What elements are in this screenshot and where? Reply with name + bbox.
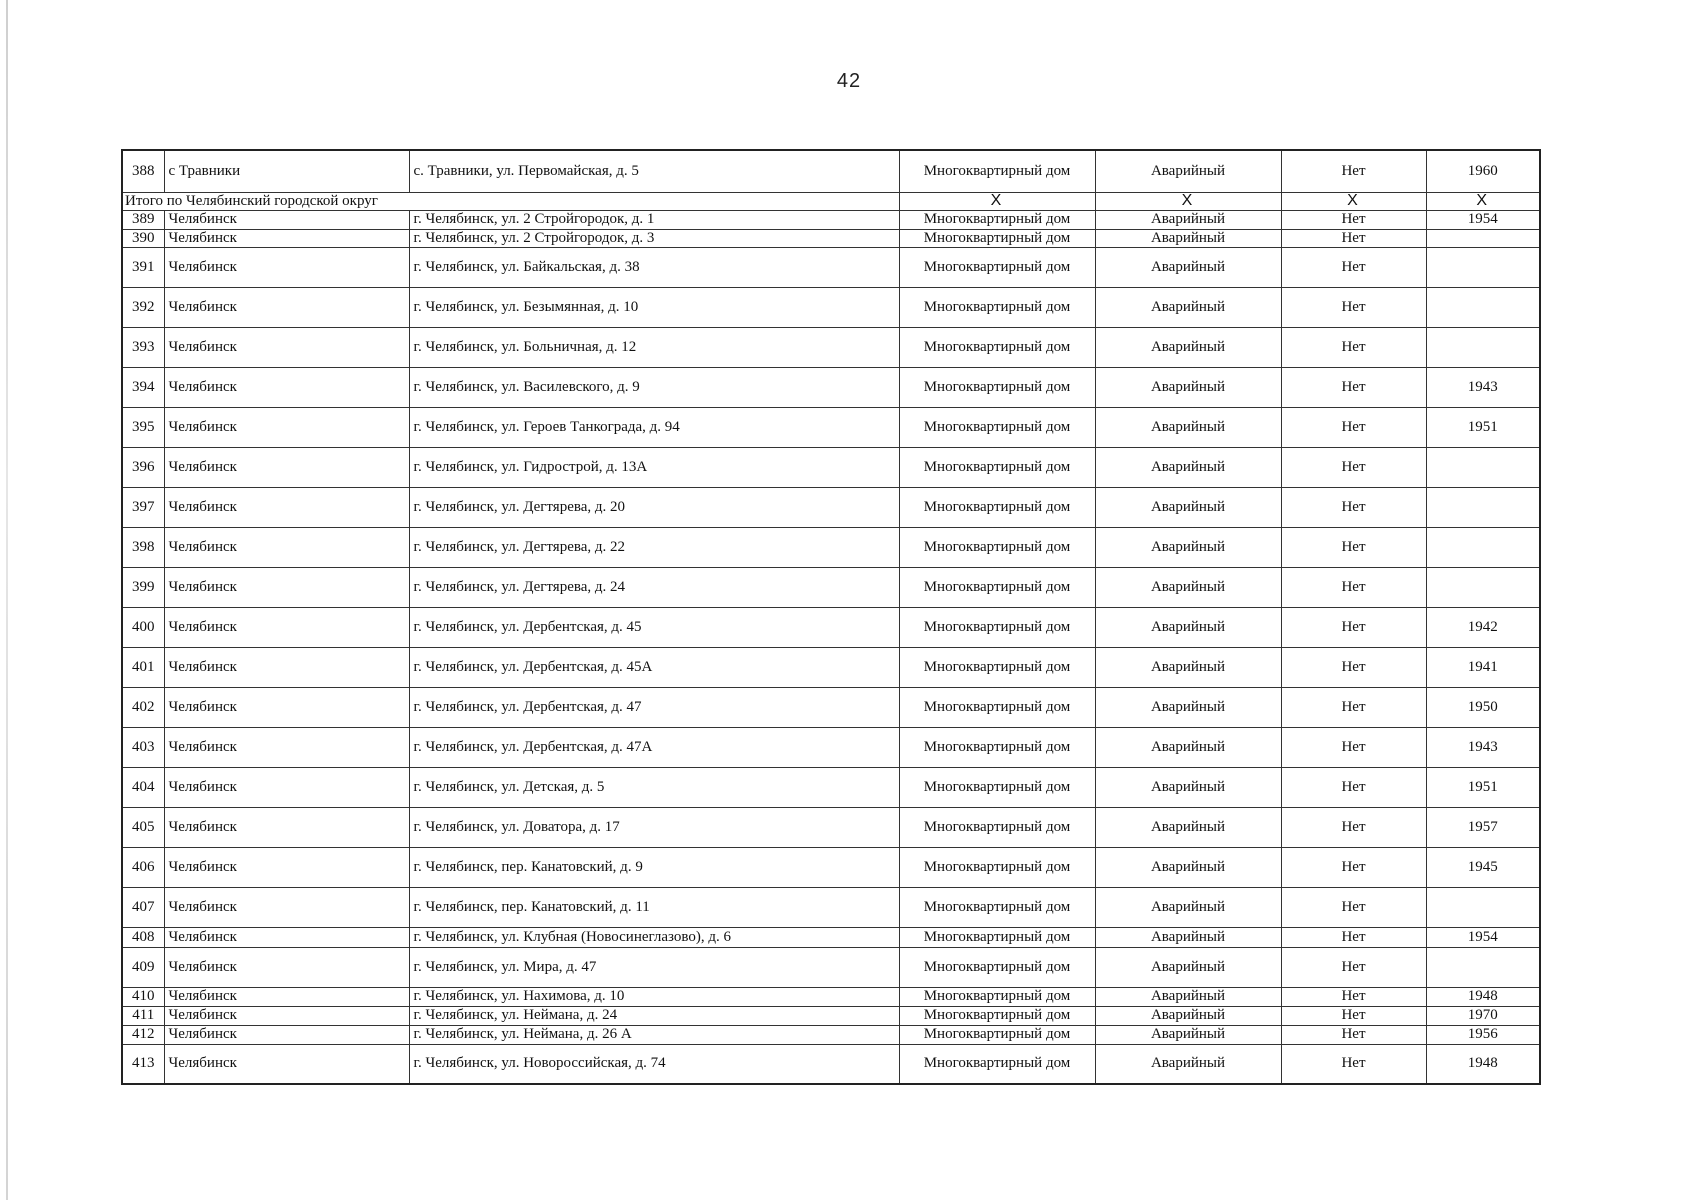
flag-cell: Нет [1281, 607, 1426, 647]
row-number: 410 [122, 987, 164, 1006]
year-cell: 1957 [1426, 807, 1540, 847]
territory-cell: Челябинск [164, 527, 409, 567]
condition-cell: Аварийный [1095, 229, 1281, 247]
address-cell: г. Челябинск, ул. Дегтярева, д. 20 [409, 487, 899, 527]
flag-cell: Нет [1281, 1025, 1426, 1044]
address-cell: г. Челябинск, ул. Новороссийская, д. 74 [409, 1044, 899, 1084]
table-row [122, 927, 1540, 947]
table-row [122, 447, 1540, 487]
territory-cell: Челябинск [164, 1025, 409, 1044]
territory-cell: Челябинск [164, 647, 409, 687]
condition-cell: Аварийный [1095, 647, 1281, 687]
flag-cell: Нет [1281, 229, 1426, 247]
year-cell: 1954 [1426, 927, 1540, 947]
row-number: 388 [122, 150, 164, 192]
table-row [122, 807, 1540, 847]
year-cell [1426, 447, 1540, 487]
address-cell: г. Челябинск, ул. Доватора, д. 17 [409, 807, 899, 847]
flag-cell: Нет [1281, 647, 1426, 687]
row-number: 392 [122, 287, 164, 327]
territory-cell: Челябинск [164, 210, 409, 229]
table-row [122, 947, 1540, 987]
flag-cell: Нет [1281, 887, 1426, 927]
year-cell: 1956 [1426, 1025, 1540, 1044]
condition-cell: Аварийный [1095, 1025, 1281, 1044]
row-number: 400 [122, 607, 164, 647]
row-number: 413 [122, 1044, 164, 1084]
territory-cell: Челябинск [164, 229, 409, 247]
table-row [122, 487, 1540, 527]
table-row [122, 407, 1540, 447]
building-type-cell: Многоквартирный дом [899, 1006, 1095, 1025]
year-cell [1426, 947, 1540, 987]
flag-cell: Нет [1281, 807, 1426, 847]
table-row [122, 607, 1540, 647]
condition-cell: Аварийный [1095, 1044, 1281, 1084]
address-cell: г. Челябинск, ул. Нахимова, д. 10 [409, 987, 899, 1006]
address-cell: г. Челябинск, ул. 2 Стройгородок, д. 1 [409, 210, 899, 229]
condition-cell: Аварийный [1095, 527, 1281, 567]
address-cell: г. Челябинск, ул. Неймана, д. 24 [409, 1006, 899, 1025]
flag-cell: Нет [1281, 210, 1426, 229]
table-row [122, 1006, 1540, 1025]
territory-cell: Челябинск [164, 807, 409, 847]
building-type-cell: Многоквартирный дом [899, 947, 1095, 987]
flag-cell: Нет [1281, 527, 1426, 567]
territory-cell: Челябинск [164, 767, 409, 807]
building-type-cell: Многоквартирный дом [899, 687, 1095, 727]
address-cell: г. Челябинск, ул. Василевского, д. 9 [409, 367, 899, 407]
building-type-cell: Многоквартирный дом [899, 987, 1095, 1006]
row-number: 408 [122, 927, 164, 947]
row-number: 393 [122, 327, 164, 367]
table-row [122, 210, 1540, 229]
table-body [122, 150, 1540, 1084]
territory-cell: с Травники [164, 150, 409, 192]
year-cell: 1951 [1426, 407, 1540, 447]
year-cell: 1941 [1426, 647, 1540, 687]
flag-cell: Нет [1281, 767, 1426, 807]
year-cell: 1950 [1426, 687, 1540, 727]
address-cell: г. Челябинск, ул. 2 Стройгородок, д. 3 [409, 229, 899, 247]
flag-cell: Нет [1281, 327, 1426, 367]
building-type-cell: Многоквартирный дом [899, 150, 1095, 192]
flag-cell: Нет [1281, 727, 1426, 767]
condition-cell: Аварийный [1095, 287, 1281, 327]
building-type-cell: Многоквартирный дом [899, 1044, 1095, 1084]
table-row [122, 987, 1540, 1006]
territory-cell: Челябинск [164, 687, 409, 727]
building-type-cell: Многоквартирный дом [899, 807, 1095, 847]
housing-register-table [121, 149, 1541, 1085]
year-cell: 1942 [1426, 607, 1540, 647]
year-cell [1426, 527, 1540, 567]
building-type-cell: Многоквартирный дом [899, 210, 1095, 229]
territory-cell: Челябинск [164, 327, 409, 367]
flag-cell: Нет [1281, 287, 1426, 327]
condition-cell: Аварийный [1095, 150, 1281, 192]
building-type-cell: Многоквартирный дом [899, 407, 1095, 447]
address-cell: г. Челябинск, ул. Героев Танкограда, д. 94 [409, 407, 899, 447]
table-row [122, 687, 1540, 727]
flag-cell: Нет [1281, 687, 1426, 727]
row-number: 401 [122, 647, 164, 687]
table-row [122, 527, 1540, 567]
territory-cell: Челябинск [164, 927, 409, 947]
total-x-year: X [1426, 192, 1540, 210]
row-number: 398 [122, 527, 164, 567]
flag-cell: Нет [1281, 847, 1426, 887]
condition-cell: Аварийный [1095, 407, 1281, 447]
table-row [122, 767, 1540, 807]
table-row [122, 847, 1540, 887]
building-type-cell: Многоквартирный дом [899, 367, 1095, 407]
territory-cell: Челябинск [164, 407, 409, 447]
territory-cell: Челябинск [164, 247, 409, 287]
territory-cell: Челябинск [164, 1006, 409, 1025]
building-type-cell: Многоквартирный дом [899, 327, 1095, 367]
condition-cell: Аварийный [1095, 807, 1281, 847]
total-x-type: X [899, 192, 1095, 210]
condition-cell: Аварийный [1095, 727, 1281, 767]
building-type-cell: Многоквартирный дом [899, 647, 1095, 687]
territory-cell: Челябинск [164, 987, 409, 1006]
row-number: 403 [122, 727, 164, 767]
building-type-cell: Многоквартирный дом [899, 1025, 1095, 1044]
condition-cell: Аварийный [1095, 487, 1281, 527]
address-cell: г. Челябинск, ул. Детская, д. 5 [409, 767, 899, 807]
flag-cell: Нет [1281, 567, 1426, 607]
territory-cell: Челябинск [164, 567, 409, 607]
row-number: 405 [122, 807, 164, 847]
territory-cell: Челябинск [164, 487, 409, 527]
condition-cell: Аварийный [1095, 447, 1281, 487]
building-type-cell: Многоквартирный дом [899, 607, 1095, 647]
building-type-cell: Многоквартирный дом [899, 487, 1095, 527]
flag-cell: Нет [1281, 487, 1426, 527]
row-number: 406 [122, 847, 164, 887]
address-cell: г. Челябинск, ул. Клубная (Новосинеглазово), д. 6 [409, 927, 899, 947]
flag-cell: Нет [1281, 247, 1426, 287]
building-type-cell: Многоквартирный дом [899, 567, 1095, 607]
table-row [122, 647, 1540, 687]
address-cell: г. Челябинск, ул. Дербентская, д. 45 [409, 607, 899, 647]
year-cell: 1943 [1426, 367, 1540, 407]
table-row [122, 327, 1540, 367]
table-row [122, 1044, 1540, 1084]
condition-cell: Аварийный [1095, 947, 1281, 987]
condition-cell: Аварийный [1095, 247, 1281, 287]
address-cell: г. Челябинск, пер. Канатовский, д. 9 [409, 847, 899, 887]
year-cell [1426, 887, 1540, 927]
flag-cell: Нет [1281, 987, 1426, 1006]
building-type-cell: Многоквартирный дом [899, 887, 1095, 927]
table-row [122, 727, 1540, 767]
row-number: 407 [122, 887, 164, 927]
flag-cell: Нет [1281, 367, 1426, 407]
territory-cell: Челябинск [164, 287, 409, 327]
address-cell: г. Челябинск, пер. Канатовский, д. 11 [409, 887, 899, 927]
row-number: 396 [122, 447, 164, 487]
territory-cell: Челябинск [164, 847, 409, 887]
address-cell: г. Челябинск, ул. Мира, д. 47 [409, 947, 899, 987]
address-cell: г. Челябинск, ул. Безымянная, д. 10 [409, 287, 899, 327]
table-row [122, 1025, 1540, 1044]
building-type-cell: Многоквартирный дом [899, 247, 1095, 287]
address-cell: г. Челябинск, ул. Дербентская, д. 45А [409, 647, 899, 687]
year-cell [1426, 287, 1540, 327]
table-row [122, 229, 1540, 247]
flag-cell: Нет [1281, 1044, 1426, 1084]
building-type-cell: Многоквартирный дом [899, 527, 1095, 567]
address-cell: г. Челябинск, ул. Дербентская, д. 47А [409, 727, 899, 767]
row-number: 397 [122, 487, 164, 527]
row-number: 412 [122, 1025, 164, 1044]
year-cell: 1951 [1426, 767, 1540, 807]
table-row [122, 287, 1540, 327]
condition-cell: Аварийный [1095, 327, 1281, 367]
total-x-flag: X [1281, 192, 1426, 210]
year-cell [1426, 229, 1540, 247]
row-number: 394 [122, 367, 164, 407]
address-cell: г. Челябинск, ул. Дегтярева, д. 24 [409, 567, 899, 607]
condition-cell: Аварийный [1095, 367, 1281, 407]
building-type-cell: Многоквартирный дом [899, 727, 1095, 767]
row-number: 399 [122, 567, 164, 607]
flag-cell: Нет [1281, 927, 1426, 947]
year-cell [1426, 327, 1540, 367]
row-number: 404 [122, 767, 164, 807]
address-cell: г. Челябинск, ул. Гидрострой, д. 13А [409, 447, 899, 487]
scan-edge-line [6, 0, 8, 1200]
total-label: Итого по Челябинский городской округ [122, 192, 899, 210]
condition-cell: Аварийный [1095, 927, 1281, 947]
flag-cell: Нет [1281, 1006, 1426, 1025]
address-cell: г. Челябинск, ул. Больничная, д. 12 [409, 327, 899, 367]
condition-cell: Аварийный [1095, 567, 1281, 607]
condition-cell: Аварийный [1095, 767, 1281, 807]
building-type-cell: Многоквартирный дом [899, 767, 1095, 807]
address-cell: с. Травники, ул. Первомайская, д. 5 [409, 150, 899, 192]
flag-cell: Нет [1281, 150, 1426, 192]
building-type-cell: Многоквартирный дом [899, 287, 1095, 327]
territory-cell: Челябинск [164, 887, 409, 927]
table-row [122, 367, 1540, 407]
table-row [122, 150, 1540, 192]
flag-cell: Нет [1281, 947, 1426, 987]
row-number: 389 [122, 210, 164, 229]
condition-cell: Аварийный [1095, 687, 1281, 727]
year-cell: 1945 [1426, 847, 1540, 887]
row-number: 409 [122, 947, 164, 987]
row-number: 411 [122, 1006, 164, 1025]
total-x-status: X [1095, 192, 1281, 210]
flag-cell: Нет [1281, 407, 1426, 447]
territory-cell: Челябинск [164, 1044, 409, 1084]
row-number: 391 [122, 247, 164, 287]
condition-cell: Аварийный [1095, 1006, 1281, 1025]
year-cell [1426, 487, 1540, 527]
territory-cell: Челябинск [164, 607, 409, 647]
territory-cell: Челябинск [164, 727, 409, 767]
year-cell [1426, 247, 1540, 287]
territory-cell: Челябинск [164, 947, 409, 987]
territory-cell: Челябинск [164, 447, 409, 487]
year-cell: 1970 [1426, 1006, 1540, 1025]
year-cell [1426, 567, 1540, 607]
table-row [122, 567, 1540, 607]
page-number: 42 [836, 70, 862, 92]
condition-cell: Аварийный [1095, 887, 1281, 927]
table-row [122, 247, 1540, 287]
building-type-cell: Многоквартирный дом [899, 847, 1095, 887]
address-cell: г. Челябинск, ул. Дегтярева, д. 22 [409, 527, 899, 567]
row-number: 395 [122, 407, 164, 447]
table-row [122, 887, 1540, 927]
condition-cell: Аварийный [1095, 607, 1281, 647]
year-cell: 1948 [1426, 987, 1540, 1006]
row-number: 390 [122, 229, 164, 247]
condition-cell: Аварийный [1095, 210, 1281, 229]
building-type-cell: Многоквартирный дом [899, 447, 1095, 487]
address-cell: г. Челябинск, ул. Дербентская, д. 47 [409, 687, 899, 727]
year-cell: 1943 [1426, 727, 1540, 767]
total-row [122, 192, 1540, 210]
row-number: 402 [122, 687, 164, 727]
flag-cell: Нет [1281, 447, 1426, 487]
condition-cell: Аварийный [1095, 987, 1281, 1006]
address-cell: г. Челябинск, ул. Байкальская, д. 38 [409, 247, 899, 287]
address-cell: г. Челябинск, ул. Неймана, д. 26 А [409, 1025, 899, 1044]
year-cell: 1954 [1426, 210, 1540, 229]
year-cell: 1960 [1426, 150, 1540, 192]
building-type-cell: Многоквартирный дом [899, 927, 1095, 947]
building-type-cell: Многоквартирный дом [899, 229, 1095, 247]
territory-cell: Челябинск [164, 367, 409, 407]
year-cell: 1948 [1426, 1044, 1540, 1084]
condition-cell: Аварийный [1095, 847, 1281, 887]
